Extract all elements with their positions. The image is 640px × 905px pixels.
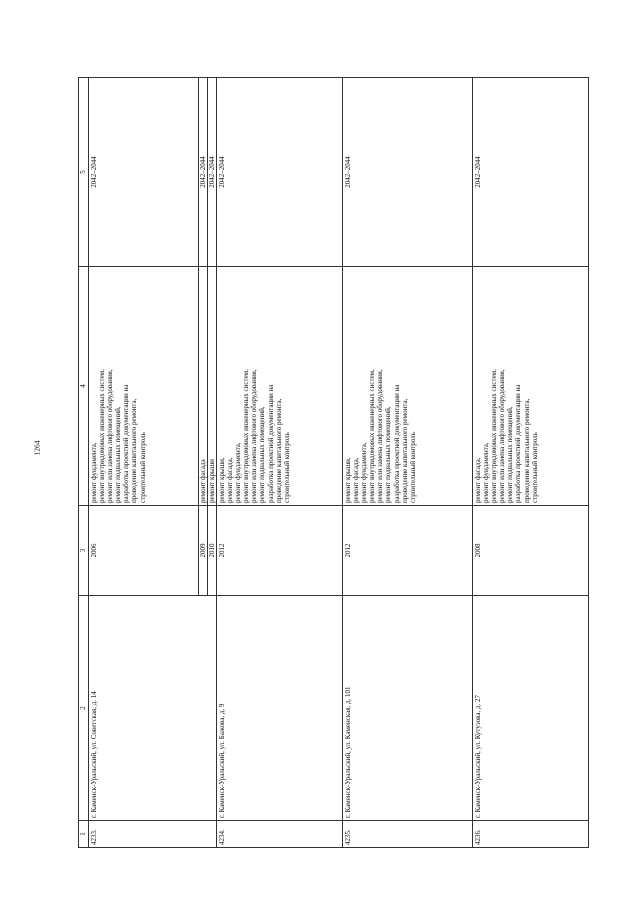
row-works [473, 267, 589, 506]
row-works [208, 267, 217, 506]
row-period: 2042–2044 [208, 78, 217, 267]
work-item: ремонт внутридомовых инженерных систем, [242, 369, 251, 503]
work-item: ремонт фундамента, [234, 442, 243, 503]
row-period: 2042–2044 [217, 78, 343, 267]
row-year: 2008 [473, 506, 589, 596]
work-item: ремонт фасада [199, 459, 207, 503]
rotated-table-container [78, 77, 589, 848]
work-item: ремонт подвальных помещений, [384, 406, 393, 503]
work-item: ремонт подвальных помещений, [258, 406, 267, 503]
work-item: строительный контроль [138, 432, 147, 503]
work-item: ремонт фасада, [474, 457, 482, 503]
row-period: 2042–2044 [473, 78, 589, 267]
work-item: ремонт фасада, [226, 457, 235, 503]
work-item: проведение капитального ремонта, [274, 398, 283, 503]
work-item: ремонт крыши, [218, 457, 226, 503]
row-year: 2012 [217, 506, 343, 596]
work-item: строительный контроль [530, 432, 539, 503]
work-item: строительный контроль [408, 432, 417, 503]
row-address: г. Каменск-Уральский, ул. Каменская, д. 101 [343, 596, 473, 821]
page-number: 1264 [32, 440, 42, 456]
work-item: проведение капитального ремонта, [130, 398, 139, 503]
work-item: ремонт крыши [208, 459, 216, 503]
work-item: проведение капитального ремонта, [400, 398, 409, 503]
work-item: ремонт подвальных помещений, [506, 406, 515, 503]
work-item: проведение капитального ремонта, [522, 398, 531, 503]
row-period: 2042–2044 [199, 78, 208, 267]
work-item: ремонт фасада, [352, 457, 361, 503]
row-period: 2042–2044 [343, 78, 473, 267]
row-works [89, 267, 199, 506]
row-works [199, 267, 208, 506]
work-item: ремонт или замена лифтового оборудования, [498, 369, 507, 503]
row-address: г. Каменск-Уральский, ул. Бажова, д. 9 [217, 596, 343, 821]
work-item: ремонт внутридомовых инженерных систем, [368, 369, 377, 503]
work-item: ремонт фундамента, [482, 442, 491, 503]
header-row [79, 78, 89, 848]
work-item: ремонт внутридомовых инженерных систем, [98, 369, 107, 503]
row-year: 2006 [89, 506, 199, 596]
row-works [217, 267, 343, 506]
row-period: 2042–2044 [89, 78, 199, 267]
row-number: 4235. [343, 821, 473, 848]
row-number: 4234. [217, 821, 343, 848]
work-item: разработка проектной документации на [392, 384, 401, 503]
row-address: г. Каменск-Уральский, ул. Советская, д. 14 [89, 596, 217, 821]
row-number: 4236. [473, 821, 589, 848]
work-item: ремонт или замена лифтового оборудования, [376, 369, 385, 503]
work-item: ремонт фундамента, [90, 442, 98, 503]
work-item: строительный контроль [282, 432, 291, 503]
table-row [473, 78, 589, 848]
work-item: ремонт подвальных помещений, [114, 406, 123, 503]
work-item: ремонт или замена лифтового оборудования, [250, 369, 259, 503]
work-item: ремонт или замена лифтового оборудования, [106, 369, 115, 503]
header-col-1: 1 [79, 821, 89, 848]
row-year: 2010 [208, 506, 217, 596]
work-item: разработка проектной документации на [514, 384, 523, 503]
work-item: ремонт крыши, [344, 457, 352, 503]
table-row [89, 78, 199, 848]
work-item: ремонт фундамента, [360, 442, 369, 503]
table-row [343, 78, 473, 848]
row-number: 4233. [89, 821, 217, 848]
row-works [343, 267, 473, 506]
work-item: разработка проектной документации на [266, 384, 275, 503]
table-row [217, 78, 343, 848]
work-item: разработка проектной документации на [122, 384, 131, 503]
header-col-3: 3 [79, 506, 89, 596]
work-item: ремонт внутридомовых инженерных систем, [490, 369, 499, 503]
row-year: 2009 [199, 506, 208, 596]
capital-repair-table [78, 77, 589, 848]
header-col-2: 2 [79, 596, 89, 821]
row-address: г. Каменск-Уральский, ул. Кутузова, д. 27 [473, 596, 589, 821]
header-col-5: 5 [79, 78, 89, 267]
header-col-4: 4 [79, 267, 89, 506]
row-year: 2012 [343, 506, 473, 596]
